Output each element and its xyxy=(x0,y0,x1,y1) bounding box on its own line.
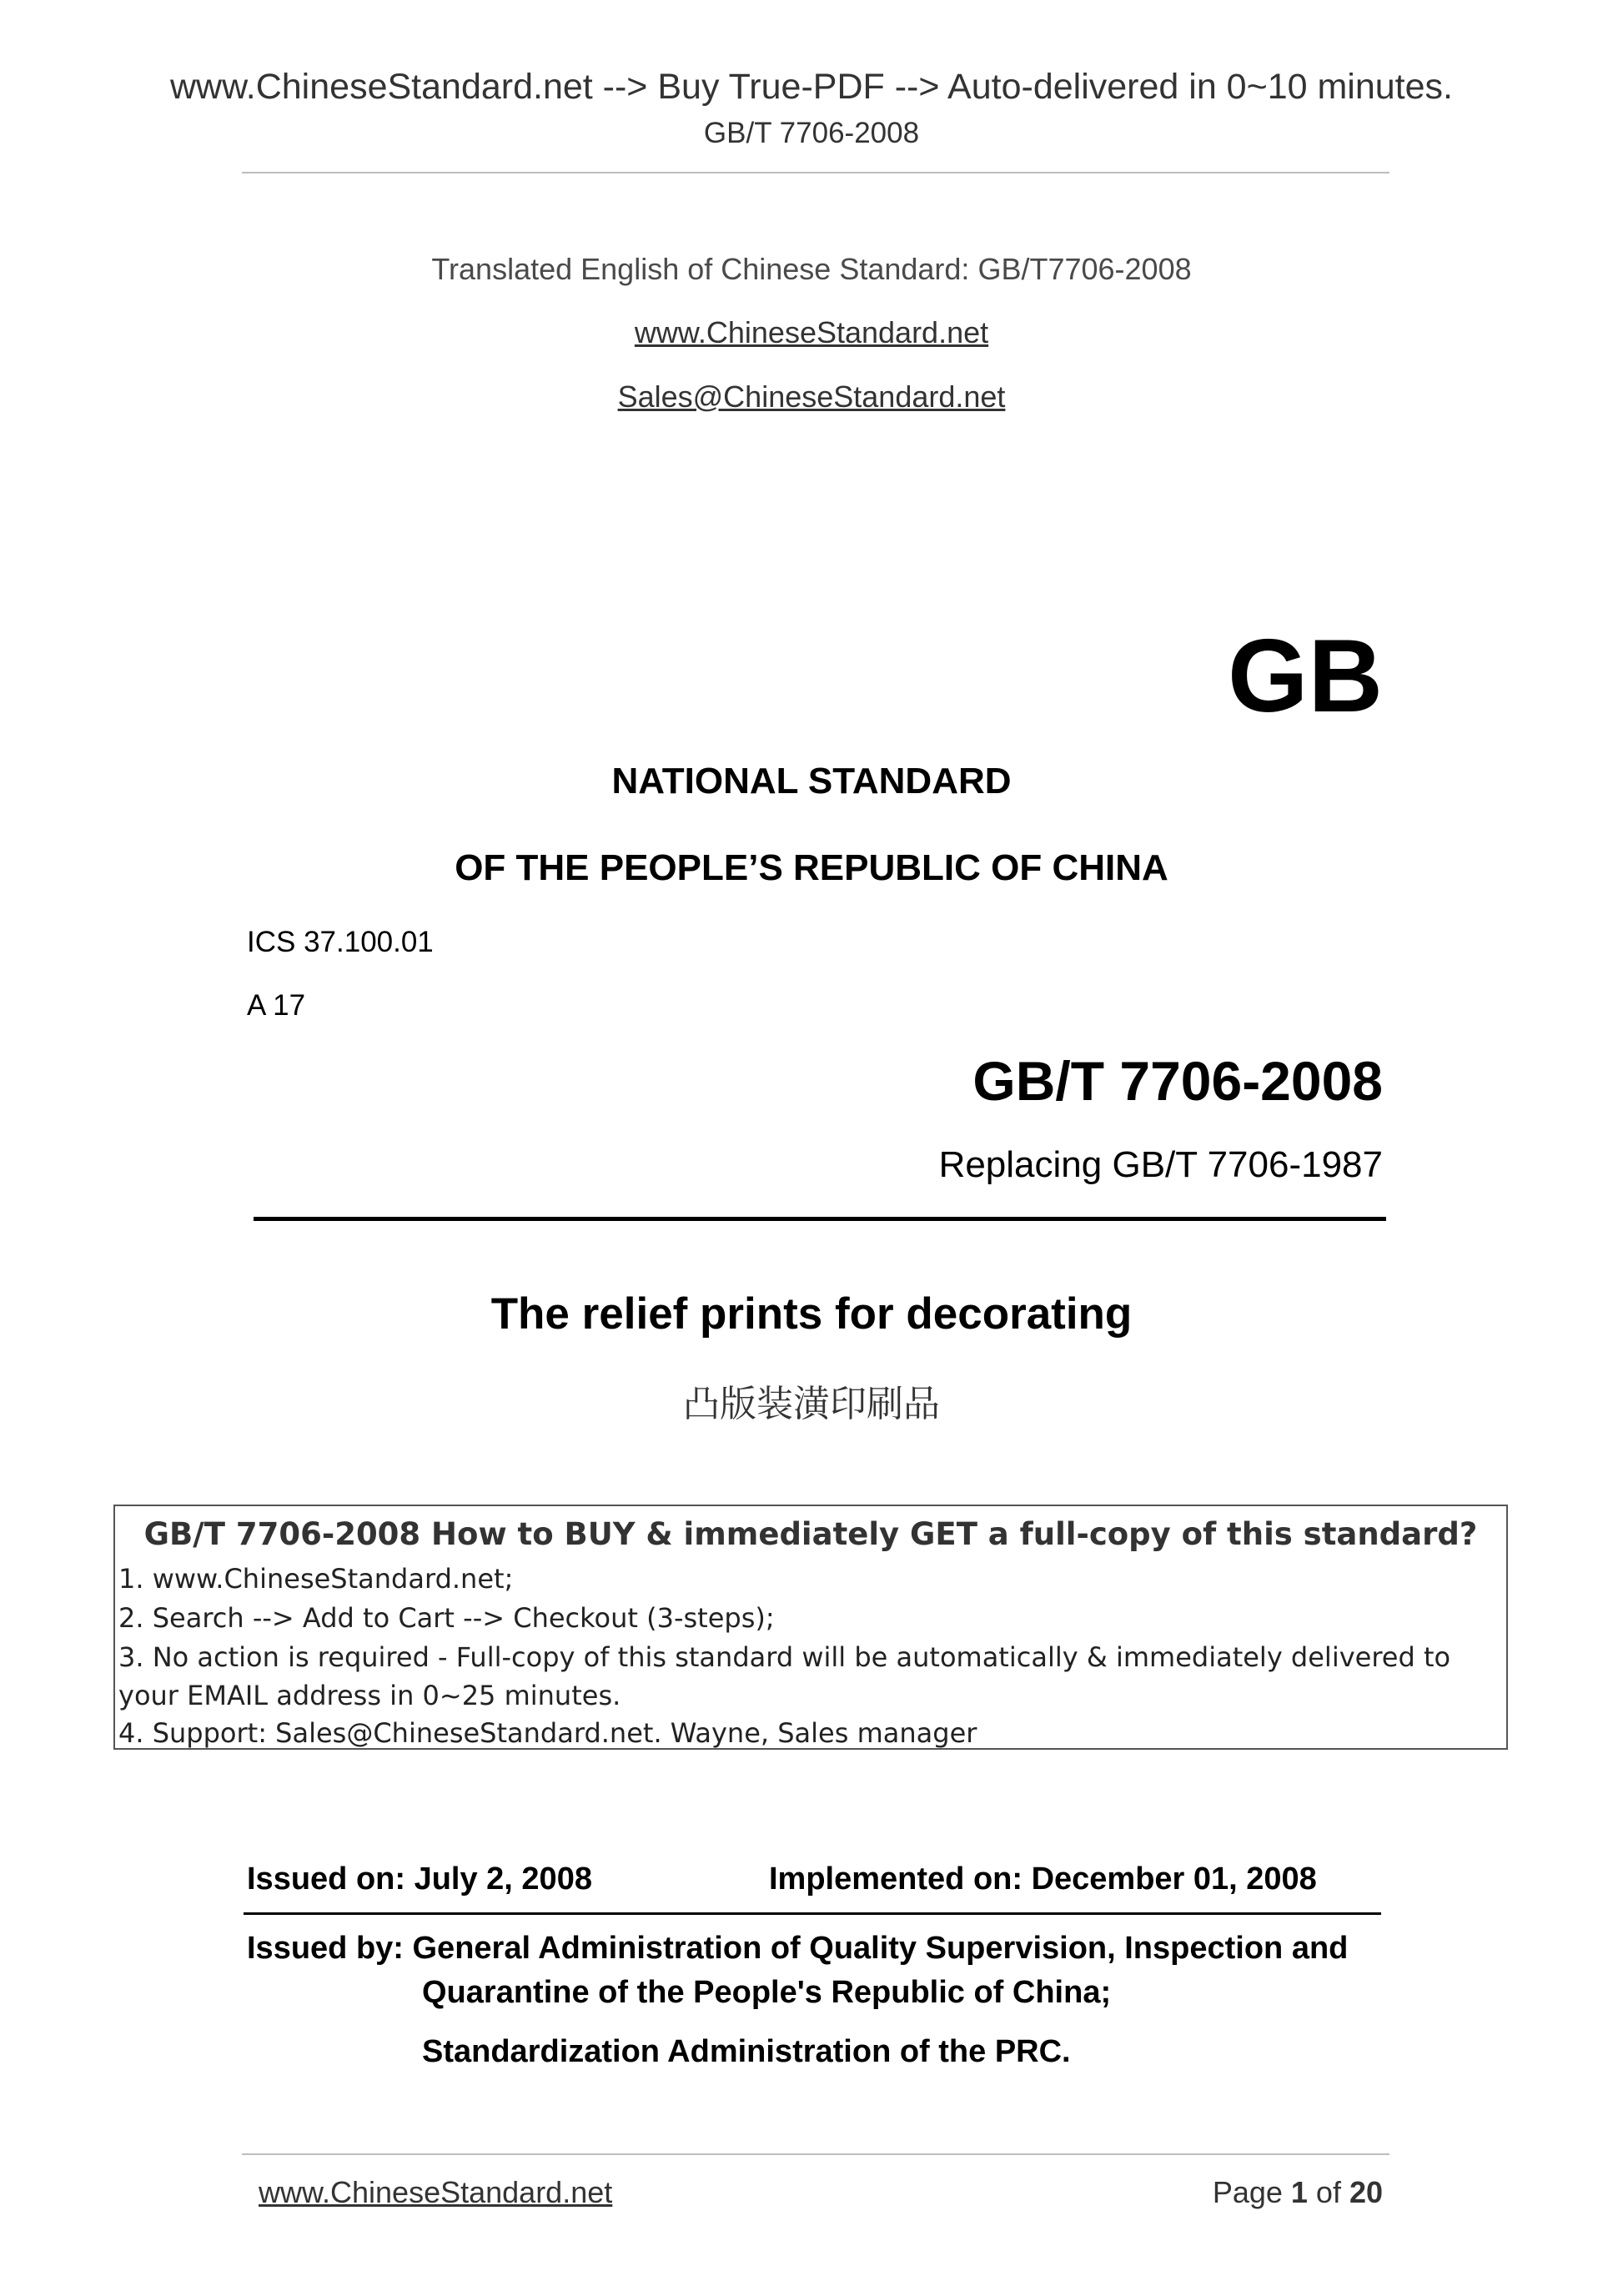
document-title: The relief prints for decorating xyxy=(490,1289,1133,1339)
title-divider xyxy=(254,1217,1386,1221)
prc-heading: OF THE PEOPLE’S REPUBLIC OF CHINA xyxy=(455,847,1168,888)
standard-number: GB/T 7706-2008 xyxy=(972,1050,1383,1112)
purchase-step: 1. www.ChineseStandard.net; xyxy=(118,1563,514,1595)
issuer-line-3: Standardization Administration of the PRC. xyxy=(422,2034,1071,2069)
page-indicator xyxy=(1213,2175,1383,2210)
purchase-step: 3. No action is required - Full-copy of this standard will be automatically & immediately delivered to xyxy=(118,1641,1451,1673)
ics-code: ICS 37.100.01 xyxy=(247,926,434,958)
classification-code: A 17 xyxy=(247,989,306,1022)
purchase-info-box xyxy=(113,1505,1508,1750)
implemented-date: Implemented on: December 01, 2008 xyxy=(769,1861,1317,1897)
footer-divider xyxy=(242,2153,1389,2155)
replacing-note: Replacing GB/T 7706-1987 xyxy=(938,1144,1383,1185)
issued-date: Issued on: July 2, 2008 xyxy=(247,1861,592,1897)
page-of: of xyxy=(1307,2175,1349,2209)
translated-notice: Translated English of Chinese Standard: GB/T7706-2008 xyxy=(431,252,1192,286)
gb-mark: GB xyxy=(1228,619,1383,734)
email-link-wrap xyxy=(0,379,1623,414)
document-title-chinese: 凸版装潢印刷品 xyxy=(683,1384,940,1424)
email-link[interactable]: Sales@ChineseStandard.net xyxy=(617,379,1006,414)
purchase-step-continued: your EMAIL address in 0~25 minutes. xyxy=(118,1680,621,1711)
issuer-line-1: Issued by: General Administration of Quality Supervision, Inspection and xyxy=(247,1931,1349,1966)
purchase-box-title: GB/T 7706-2008 How to BUY & immediately GET a full-copy of this standard? xyxy=(143,1516,1478,1552)
issue-divider xyxy=(244,1912,1381,1915)
page-number: 1 xyxy=(1290,2175,1308,2209)
website-link[interactable]: www.ChineseStandard.net xyxy=(634,315,989,349)
issuer-line-2: Quarantine of the People's Republic of China; xyxy=(422,1975,1112,2010)
header-banner: www.ChineseStandard.net --> Buy True-PDF --> Auto-delivered in 0~10 minutes. xyxy=(169,67,1453,107)
purchase-step: 2. Search --> Add to Cart --> Checkout (3-steps); xyxy=(118,1602,775,1634)
footer-website-link[interactable]: www.ChineseStandard.net xyxy=(259,2175,613,2209)
header-divider xyxy=(242,172,1389,173)
purchase-step: 4. Support: Sales@ChineseStandard.net. Wayne, Sales manager xyxy=(118,1717,977,1749)
footer-link-wrap xyxy=(259,2175,612,2210)
page-total: 20 xyxy=(1349,2175,1383,2209)
header-standard-number: GB/T 7706-2008 xyxy=(703,117,920,149)
website-link-wrap xyxy=(0,315,1623,350)
page-prefix: Page xyxy=(1212,2175,1291,2209)
national-standard-heading: NATIONAL STANDARD xyxy=(611,761,1012,801)
